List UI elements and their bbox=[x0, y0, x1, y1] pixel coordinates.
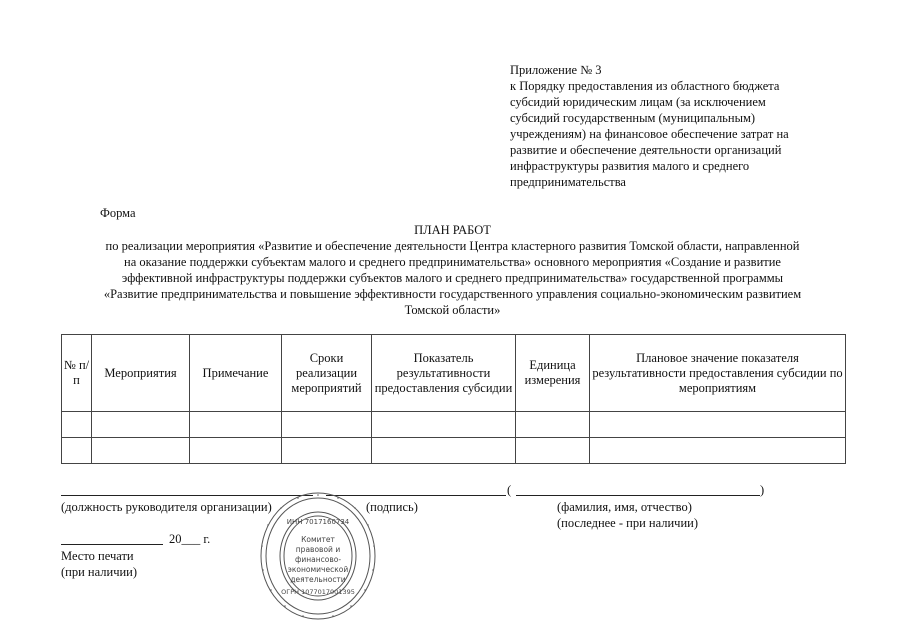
table-cell[interactable] bbox=[190, 438, 282, 464]
subtitle-line: «Развитие предпринимательства и повышение эффективности государственного управления социально-экономическим развитием bbox=[103, 287, 802, 301]
plan-table bbox=[61, 334, 846, 464]
name-caption: (фамилия, имя, отчество) bbox=[557, 500, 692, 514]
header-activities: Мероприятия bbox=[92, 335, 190, 412]
appendix-line: развитие и обеспечение деятельности организаций bbox=[510, 143, 782, 157]
position-caption: (должность руководителя организации) bbox=[61, 500, 272, 514]
header-note: Примечание bbox=[190, 335, 282, 412]
table-cell[interactable] bbox=[372, 412, 516, 438]
table-row bbox=[62, 412, 846, 438]
stamp-seal-icon bbox=[258, 490, 378, 622]
stamp-center-line: экономической bbox=[287, 565, 349, 574]
appendix-line: субсидий государственным (муниципальным) bbox=[510, 111, 756, 125]
form-label: Форма bbox=[100, 206, 136, 220]
header-indicator: Показатель результативности предоставления субсидии bbox=[372, 335, 516, 412]
stamp-inn: ИНН 7017160734 bbox=[286, 518, 350, 526]
open-paren: ( bbox=[507, 483, 512, 497]
table-cell[interactable] bbox=[62, 412, 92, 438]
appendix-line: к Порядку предоставления из областного бюджета bbox=[510, 79, 780, 93]
subtitle-line: по реализации мероприятия «Развитие и обеспечение деятельности Центра кластерного развития Томской области, направленной bbox=[105, 239, 800, 253]
table-row bbox=[62, 438, 846, 464]
table-cell[interactable] bbox=[62, 438, 92, 464]
table-cell[interactable] bbox=[190, 412, 282, 438]
appendix-line: учреждениям) на финансовое обеспечение затрат на bbox=[510, 127, 789, 141]
document-title: ПЛАН РАБОТ bbox=[414, 223, 491, 237]
table-cell[interactable] bbox=[282, 412, 372, 438]
subtitle-line: на оказание поддержки субъектам малого и среднего предпринимательства» основного мероприятия «Создание и развитие bbox=[124, 255, 781, 269]
seal-place-note: (при наличии) bbox=[61, 565, 138, 579]
signature-caption: (подпись) bbox=[366, 500, 418, 514]
appendix-line: Приложение № 3 bbox=[510, 63, 602, 77]
subtitle-line: эффективной инфраструктуры поддержки субъектов малого и среднего предпринимательства» государственной программы bbox=[121, 271, 784, 285]
official-stamp bbox=[258, 490, 378, 622]
stamp-center-line: правовой и bbox=[295, 545, 341, 554]
stamp-center-line: деятельности bbox=[290, 575, 346, 584]
appendix-block bbox=[510, 62, 840, 190]
seal-place-label: Место печати bbox=[61, 549, 134, 563]
stamp-center-line: финансово- bbox=[294, 555, 342, 564]
table-cell[interactable] bbox=[372, 438, 516, 464]
table-cell[interactable] bbox=[590, 438, 846, 464]
name-line[interactable] bbox=[516, 495, 760, 496]
table-cell[interactable] bbox=[92, 412, 190, 438]
header-planned-value: Плановое значение показателя результативности предоставления субсидии по мероприятиям bbox=[590, 335, 846, 412]
subtitle-line: Томской области» bbox=[404, 303, 501, 317]
header-terms: Сроки реализации мероприятий bbox=[282, 335, 372, 412]
appendix-line: субсидий юридическим лицам (за исключением bbox=[510, 95, 766, 109]
date-line[interactable] bbox=[61, 544, 163, 545]
appendix-line: предпринимательства bbox=[510, 175, 626, 189]
stamp-ogrn: ОГРН 1077017001395 bbox=[281, 588, 355, 596]
table-cell[interactable] bbox=[92, 438, 190, 464]
appendix-line: инфраструктуры развития малого и среднего bbox=[510, 159, 750, 173]
table-cell[interactable] bbox=[516, 412, 590, 438]
name-note: (последнее - при наличии) bbox=[557, 516, 698, 530]
header-number: № п/п bbox=[62, 335, 92, 412]
table-cell[interactable] bbox=[590, 412, 846, 438]
document-subtitle bbox=[40, 238, 865, 318]
stamp-center-line: Комитет bbox=[301, 535, 335, 544]
close-paren: ) bbox=[760, 483, 765, 497]
table-cell[interactable] bbox=[282, 438, 372, 464]
table-header-row bbox=[62, 335, 846, 412]
header-unit: Единица измерения bbox=[516, 335, 590, 412]
table-cell[interactable] bbox=[516, 438, 590, 464]
year-text: 20___ г. bbox=[169, 532, 211, 546]
